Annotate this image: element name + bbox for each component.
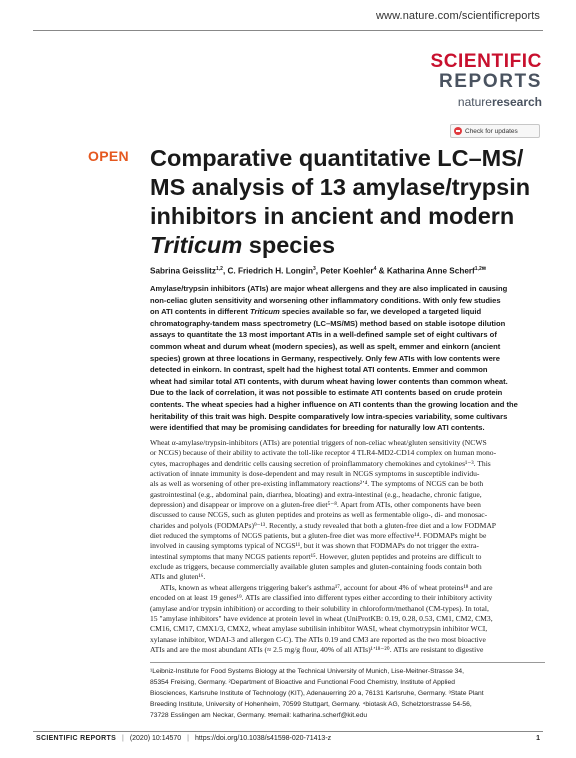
author-list: Sabrina Geisslitz$^{1,2}$, C. Friedrich H. Longin$^3$, Peter Koehler$^4$ & Katharina Anne Scherf$^{1,2✉}$ <box>150 266 486 276</box>
logo-natureresearch: natureresearch <box>457 95 542 109</box>
abstract: Amylase/trypsin inhibitors (ATIs) are major wheat allergens and they are also implicated in causing non-celiac gluten sensitivity and worsening other inflammatory conditions. With only few studies on ATI contents in different Triticum species available so far, we developed a targeted liquid chromatography-tandem mass spectrometry (LC–MS/MS) method based on stable isotope dilution assays to quantitate the 13 most important ATIs in a well-defined sample set of eight cultivars of common wheat and durum wheat (modern species), as well as spelt, emmer and einkorn (ancient species) grown at three locations in Germany, respectively. Only few ATIs with low contents were detected in einkorn. In contrast, spelt had the highest total ATI contents. Emmer and common wheat had similar total ATI contents, with durum wheat having lower contents than common wheat. Due to the lack of correlation, it was not possible to estimate ATI contents based on crude protein contents. The wheat species had a higher influence on ATI contents than the growing location and the heritability of this trait was high. Despite comparatively low intra-species variability, some cultivars were identified that may be promising candidates for breeding for naturally low ATI contents. <box>150 284 518 433</box>
title-line: Triticum species <box>150 232 336 258</box>
footnote-rule <box>150 662 545 663</box>
author-name[interactable]: , C. Friedrich H. Longin <box>222 266 313 276</box>
footer-citation: (2020) 10:14570 <box>129 735 182 742</box>
body-text: Wheat α-amylase/trypsin-inhibitors (ATIs) are potential triggers of non-celiac wheat/gluten sensitivity (NCWS or NCGS) because of their ability to activate the toll-like receptor 4 TLR4-MD2-CD14 complex on human mono- cytes, macrophages and dendritic cells causing secretion of proinflammatory chemokines and cytokines¹⁻³. This activation of innate immunity is dose-dependent and may result in NCGS symptoms in susceptible individu- als as well as worsening of other pre-existing inflammatory reactions²ʼ⁴. The symptoms of NCGS can be both gastrointestinal (e.g., abdominal pain, diarrhea, bloating) and extra-intestinal (e.g., headache, chronic fatigue, depression) and disappear or improve on a gluten-free diet⁵⁻⁸. Apart from ATIs, other components have been discussed to cause NCGS, such as gluten peptides and proteins as well as fermentable oligo-, di- and monosac- charides and polyols (FODMAPs)⁹⁻¹³. Recently, a study revealed that both a gluten-free diet and a low FODMAP diet reduced the symptoms of NCGS patients, but a gluten-free diet was more effective¹⁴. FODMAPs might be involved in causing symptoms typical of NCGS¹¹, but it was shown that FODMAPs do not trigger the extra- intestinal symptoms that many NCGS patients report¹⁵. However, gluten peptides and proteins are difficult to exclude as triggers, because commercially available gluten samples and gluten-containing foods contain both ATIs and gluten¹⁶. ATIs, known as wheat allergens triggering baker's asthma¹⁷, account for about 4% of wheat proteins¹⁸ and are encoded on at least 19 genes¹⁹. ATIs are classified into different types either according to their inhibitory activity (amylase and/or trypsin inhibition) or according to their solubility in chloroform/methanol (CM-types). In total, 15 "amylase inhibitors" have evidence at protein level in wheat (UniProtKB: 0.19, 0.28, 0.53, CM1, CM2, CM3, CM16, CM17, CMX1/3, CMX2, wheat amylase subtilisin inhibitor WASI, wheat chymotrypsin inhibitor WCI, xylanase inhibitor, WDAI-3 and allergen C-C). The ATIs 0.19 and CM3 are reported as the two most bioactive ATIs and are the most abundant ATIs (≈ 2.5 mg/g flour, 40% of all ATIs)¹ʼ¹⁸⁻²⁰. ATIs are resistant to digestive <box>150 438 497 654</box>
affiliations-footnote: ¹Leibniz-Institute for Food Systems Biology at the Technical University of Munich, Lise-Meitner-Strasse 34, 85354 Freising, Germany. ²Department of Bioactive and Functional Food Chemistry, Institute of Applied Biosciences, Karlsruhe Institute of Technology (KIT), Adenauerring 20 a, 76131 Karlsruhe, Germany. ³State Plant Breeding Institute, University of Hohenheim, 70599 Stuttgart, Germany. ⁴biotask AG, Schelztorstrasse 54-56, 73728 Esslingen am Neckar, Germany. ✉email: katharina.scherf@kit.edu <box>150 668 484 719</box>
footer-journal: SCIENTIFIC REPORTS <box>36 735 117 742</box>
footer-rule <box>33 731 543 732</box>
header-rule <box>33 30 543 31</box>
check-updates-icon <box>454 127 462 135</box>
logo-scientific: SCIENTIFIC <box>430 51 542 72</box>
footer-doi-link[interactable]: https://doi.org/10.1038/s41598-020-71413-z <box>194 735 332 742</box>
logo-reports: REPORTS <box>438 71 542 92</box>
journal-url[interactable]: www.nature.com/scientificreports <box>376 10 540 22</box>
author-name[interactable]: , Peter Koehler <box>315 266 374 276</box>
url-header <box>0 0 576 34</box>
open-access-label: OPEN <box>88 148 129 164</box>
page-footer: SCIENTIFIC REPORTS | (2020) 10:14570 | https://doi.org/10.1038/s41598-020-71413-z <box>36 735 332 742</box>
article-title <box>150 144 550 260</box>
title-line: MS analysis of 13 amylase/trypsin <box>150 174 531 200</box>
title-line: inhibitors in ancient and modern <box>150 203 515 229</box>
author-name[interactable]: & Katharina Anne Scherf <box>376 266 475 276</box>
journal-logo[interactable] <box>430 52 542 110</box>
page-number: 1 <box>536 735 540 742</box>
title-line: Comparative quantitative LC–MS/ <box>150 145 524 171</box>
author-name[interactable]: Sabrina Geisslitz <box>150 266 216 276</box>
check-for-updates-button[interactable] <box>450 124 540 138</box>
check-updates-label: Check for updates <box>465 127 518 135</box>
